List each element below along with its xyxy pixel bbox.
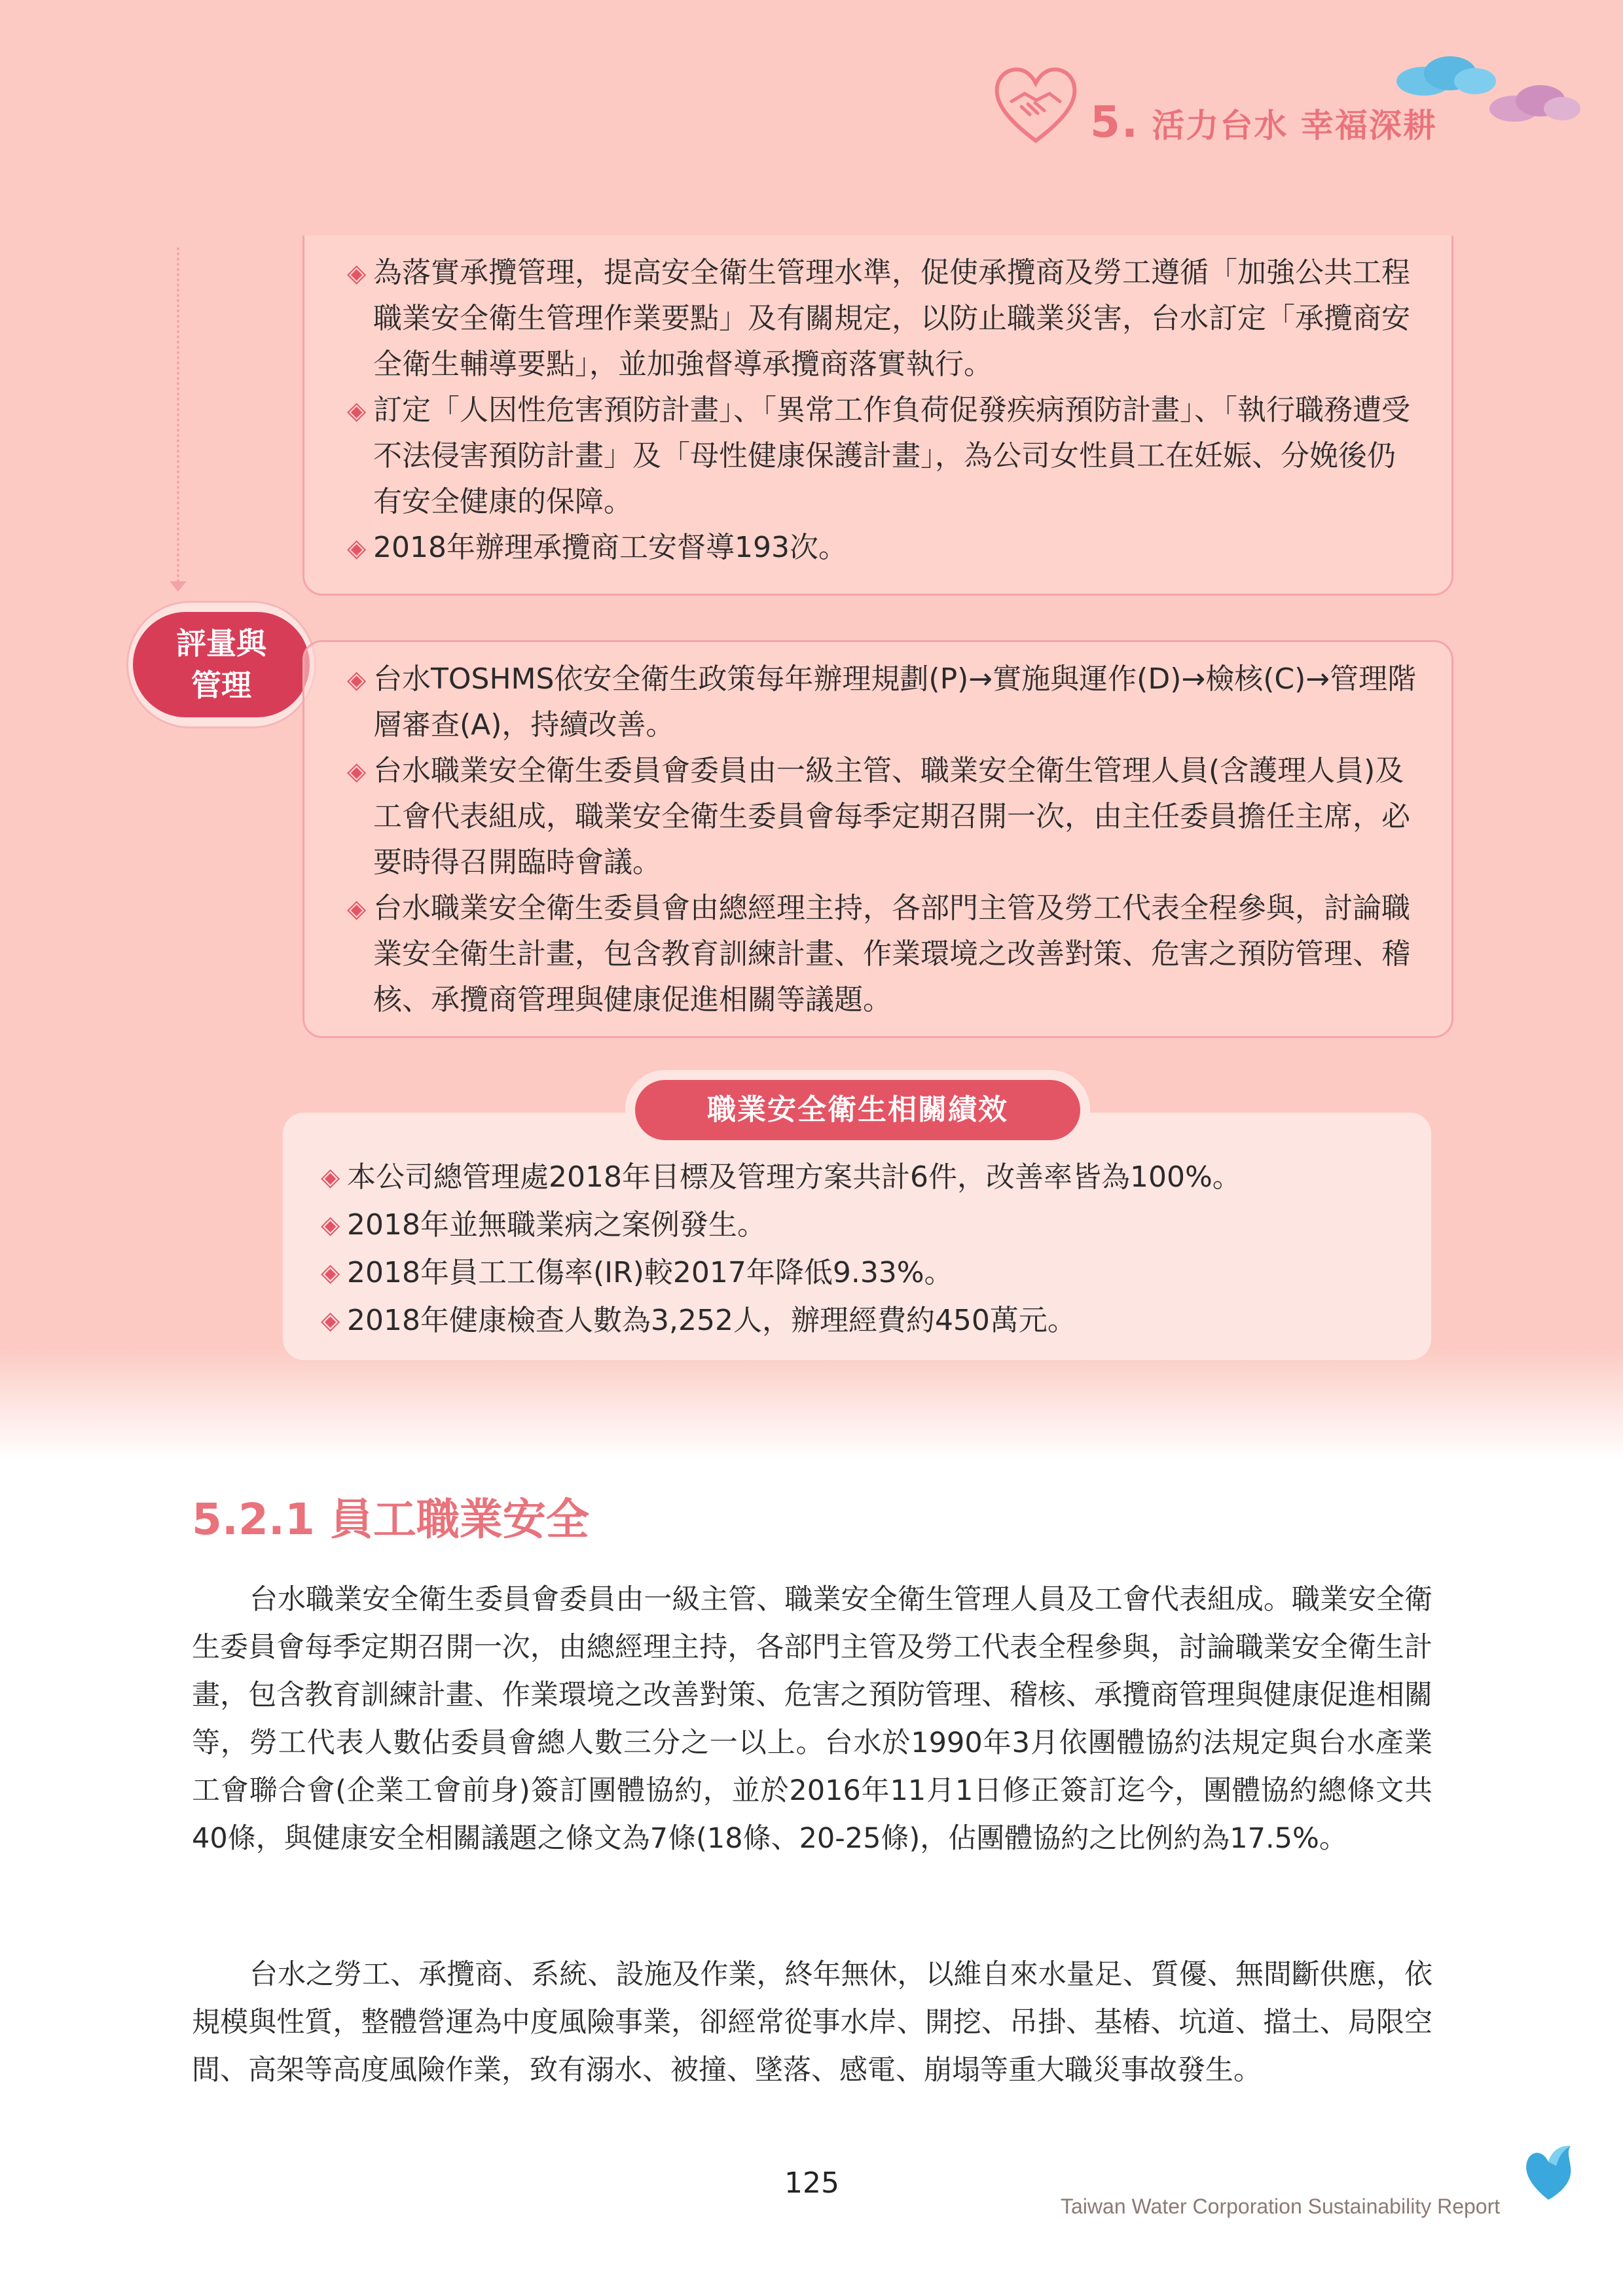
bullet-list xyxy=(347,656,1422,1023)
chapter-title: 活力台水 幸福深耕 xyxy=(1152,107,1437,145)
cloud-icon xyxy=(1391,52,1499,99)
bullet-icon: ◈ xyxy=(321,1210,340,1239)
list-item: ◈ 訂定「人因性危害預防計畫」、「異常工作負荷促發疾病預防計畫」、「執行職務遭受不法侵害預防計畫」及「母性健康保護計畫」，為公司女性員工在妊娠、分娩後仍有安全健康的保障。 xyxy=(347,387,1422,525)
section-title: 5.2.1 員工職業安全 xyxy=(192,1494,589,1545)
performance-title: 職業安全衛生相關績效 xyxy=(635,1080,1080,1140)
list-item: ◈ 台水TOSHMS依安全衛生政策每年辦理規劃(P)→實施與運作(D)→檢核(C)→管理階層審查(A)，持續改善。 xyxy=(347,656,1422,748)
list-item: ◈ 為落實承攬管理，提高安全衛生管理水準，促使承攬商及勞工遵循「加強公共工程職業安全衛生管理作業要點」及有關規定，以防止職業災害，台水訂定「承攬商安全衛生輔導要點」，並加強督導承攬商落實執行。 xyxy=(347,250,1422,387)
chapter-number: 5. xyxy=(1090,97,1139,147)
bullet-icon: ◈ xyxy=(321,1258,340,1287)
evaluation-panel xyxy=(302,640,1453,1038)
bullet-icon: ◈ xyxy=(347,757,367,785)
report-name: Taiwan Water Corporation Sustainability Report xyxy=(1061,2195,1501,2218)
chapter-header xyxy=(1090,97,1437,147)
list-item: ◈ 2018年並無職業病之案例發生。 xyxy=(321,1201,1401,1249)
cloud-icon xyxy=(1485,80,1583,126)
bullet-icon: ◈ xyxy=(347,894,367,923)
list-item: ◈ 2018年員工工傷率(IR)較2017年降低9.33%。 xyxy=(321,1249,1401,1297)
bullet-icon: ◈ xyxy=(347,396,367,425)
list-item: ◈ 2018年健康檢查人數為3,252人，辦理經費約450萬元。 xyxy=(321,1297,1401,1344)
heart-handshake-icon xyxy=(992,62,1080,147)
arrow-down-icon xyxy=(170,581,187,592)
bullet-list xyxy=(347,250,1422,571)
contractor-management-panel xyxy=(302,236,1453,596)
bullet-icon: ◈ xyxy=(321,1162,340,1191)
timeline-connector xyxy=(177,247,179,588)
list-item: ◈ 台水職業安全衛生委員會委員由一級主管、職業安全衛生管理人員(含護理人員)及工會代表組成，職業安全衛生委員會每季定期召開一次，由主任委員擔任主席，必要時得召開臨時會議。 xyxy=(347,748,1422,886)
page-number: 125 xyxy=(784,2166,839,2200)
body-paragraph: 台水之勞工、承攬商、系統、設施及作業，終年無休，以維自來水量足、質優、無間斷供應，依規模與性質，整體營運為中度風險事業，卻經常從事水岸、開挖、吊掛、基樁、坑道、擋土、局限空間、高架等高度風險作業，致有溺水、被撞、墜落、感電、崩塌等重大職災事故發生。 xyxy=(192,1958,1432,2087)
list-item: ◈ 本公司總管理處2018年目標及管理方案共計6件，改善率皆為100%。 xyxy=(321,1153,1401,1201)
list-item: ◈ 台水職業安全衛生委員會由總經理主持，各部門主管及勞工代表全程參與，討論職業安全衛生計畫，包含教育訓練計畫、作業環境之改善對策、危害之預防管理、稽核、承攬商管理與健康促進相關等議題。 xyxy=(347,886,1422,1023)
bullet-icon: ◈ xyxy=(321,1306,340,1335)
bullet-icon: ◈ xyxy=(347,533,367,562)
bullet-icon: ◈ xyxy=(347,665,367,694)
performance-list xyxy=(321,1153,1401,1344)
list-item: ◈ 2018年辦理承攬商工安督導193次。 xyxy=(347,525,1422,571)
body-paragraph: 台水職業安全衛生委員會委員由一級主管、職業安全衛生管理人員及工會代表組成。職業安全衛生委員會每季定期召開一次，由總經理主持，各部門主管及勞工代表全程參與，討論職業安全衛生計畫，包含教育訓練計畫、作業環境之改善對策、危害之預防管理、稽核、承攬商管理與健康促進相關等，勞工代表人數佔委員會總人數三分之一以上。台水於1990年3月依團體協約法規定與台水產業工會聯合會(企業工會前身)簽訂團體協約，並於2016年11月1日修正簽訂迄今，團體協約總條文共40條，與健康安全相關議題之條文為7條(18條、20-25條)，佔團體協約之比例約為17.5%。 xyxy=(192,1583,1432,1855)
side-label-evaluation-management: 評量與 管理 xyxy=(133,612,310,717)
bullet-icon: ◈ xyxy=(347,259,367,287)
droplet-heart-icon xyxy=(1522,2144,1576,2202)
